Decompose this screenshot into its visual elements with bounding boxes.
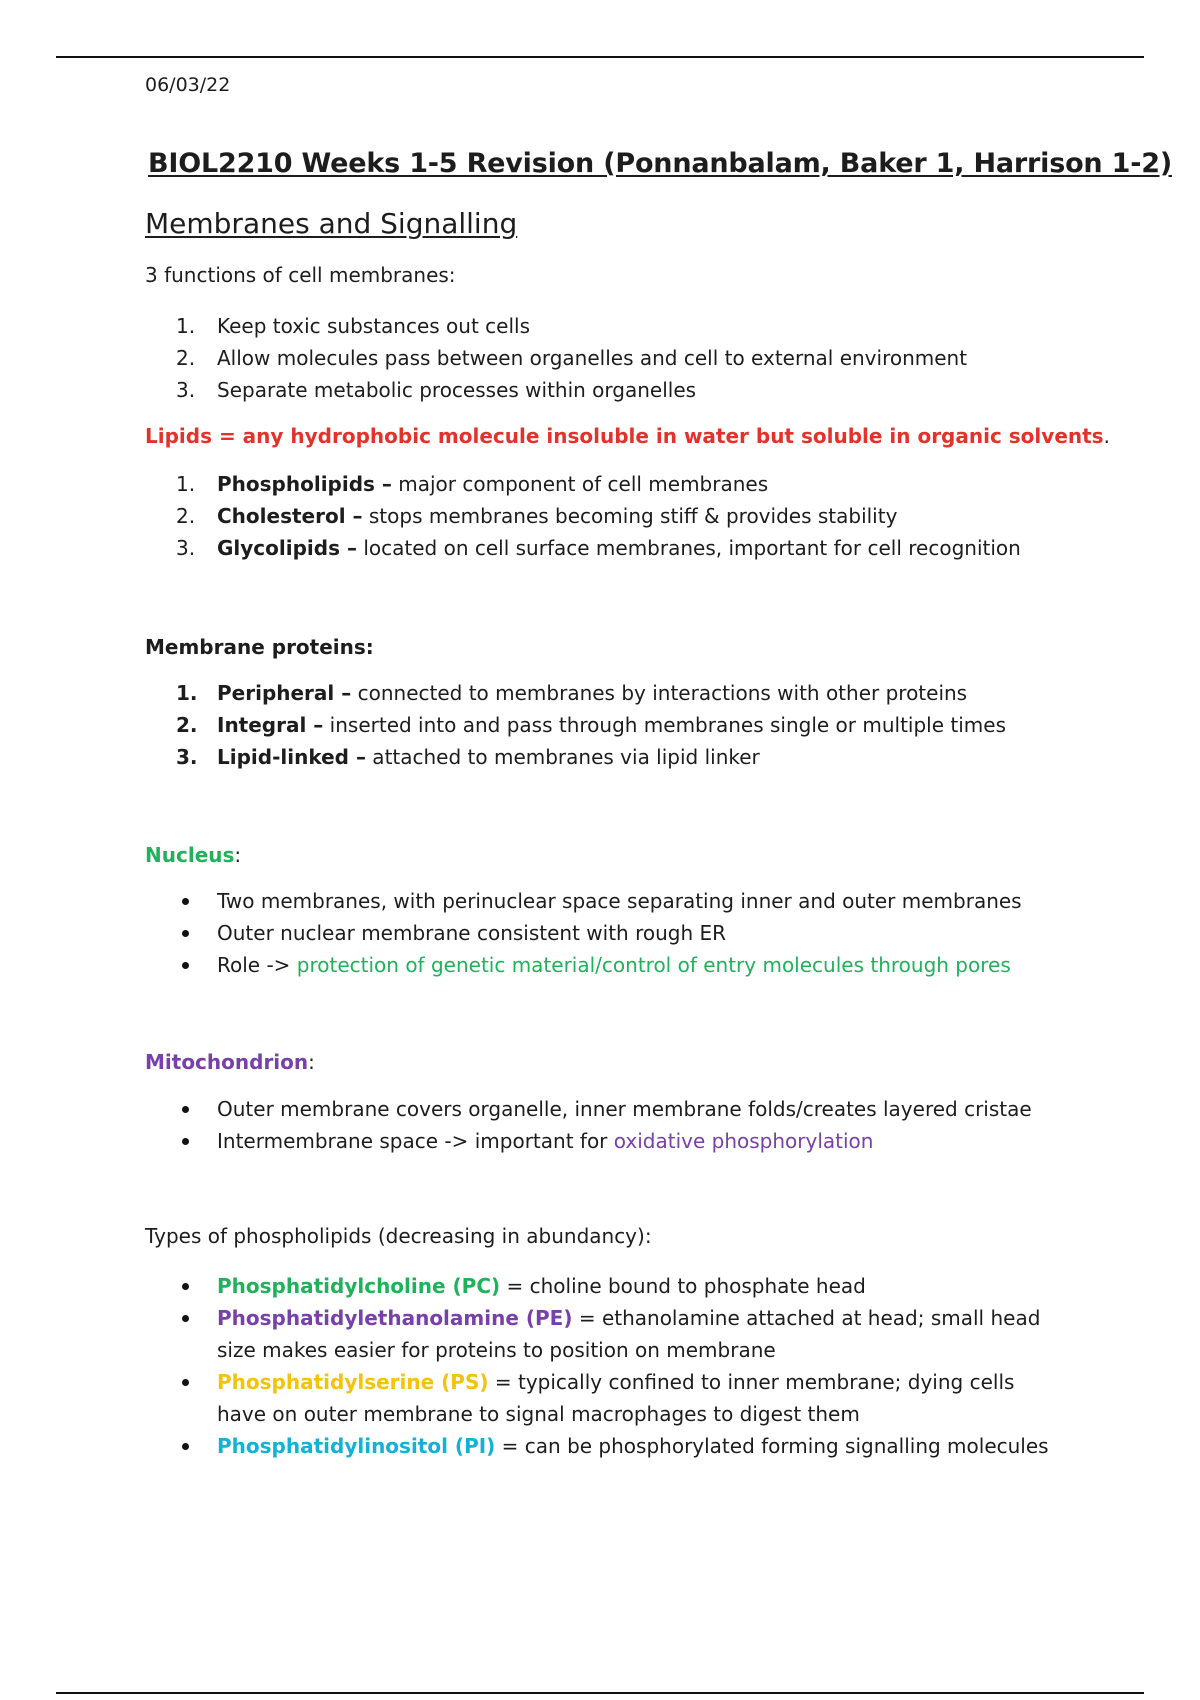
bullet-icon xyxy=(182,1379,189,1386)
list-text: Outer membrane covers organelle, inner membrane folds/creates layered cristae xyxy=(217,1097,1032,1121)
list-number: 2. xyxy=(176,713,198,737)
list-number: 3. xyxy=(176,378,196,402)
description: = typically confined to inner membrane; dying cells have on outer membrane to signal macrophages to digest them xyxy=(217,1370,1015,1426)
list-text xyxy=(217,1366,1067,1430)
phospholipids-heading: Types of phospholipids (decreasing in abundancy): xyxy=(145,1224,652,1248)
plain-text: Role -> xyxy=(217,953,297,977)
term: Glycolipids – xyxy=(217,536,357,560)
lipids-definition xyxy=(145,424,1110,448)
term: Phosphatidylserine (PS) xyxy=(217,1370,489,1394)
bullet-icon xyxy=(182,898,189,905)
lipids-definition-text: Lipids = any hydrophobic molecule insoluble in water but soluble in organic solvents xyxy=(145,424,1104,448)
list-text xyxy=(217,1125,1077,1157)
description: major component of cell membranes xyxy=(391,472,769,496)
highlight-text: protection of genetic material/control of entry molecules through pores xyxy=(296,953,1011,977)
list-text xyxy=(217,741,1077,773)
term: Phospholipids – xyxy=(217,472,392,496)
description: = choline bound to phosphate head xyxy=(500,1274,866,1298)
description: attached to membranes via lipid linker xyxy=(365,745,760,769)
list-number: 3. xyxy=(176,536,196,560)
list-text xyxy=(217,709,1077,741)
lipids-definition-period: . xyxy=(1103,424,1110,448)
mitochondrion-heading-colon: : xyxy=(308,1050,315,1074)
term: Integral – xyxy=(217,713,324,737)
nucleus-heading-colon: : xyxy=(234,843,242,867)
list-text: Outer nuclear membrane consistent with rough ER xyxy=(217,921,727,945)
bottom-rule xyxy=(56,1692,1144,1694)
list-number: 1. xyxy=(176,314,196,338)
description: = ethanolamine attached at head; small head size makes easier for proteins to position on membrane xyxy=(217,1306,1041,1362)
document-title: BIOL2210 Weeks 1-5 Revision (Ponnanbalam, Baker 1, Harrison 1-2) xyxy=(148,148,1172,179)
term: Phosphatidylcholine (PC) xyxy=(217,1274,501,1298)
list-text xyxy=(217,1302,1067,1366)
list-text: Allow molecules pass between organelles and cell to external environment xyxy=(217,346,968,370)
mitochondrion-heading xyxy=(145,1050,315,1074)
description: inserted into and pass through membranes single or multiple times xyxy=(323,713,1007,737)
bullet-icon xyxy=(182,1443,189,1450)
highlight-text: oxidative phosphorylation xyxy=(613,1129,874,1153)
term: Lipid-linked – xyxy=(217,745,366,769)
list-text xyxy=(217,677,1077,709)
bullet-icon xyxy=(182,962,189,969)
bullet-icon xyxy=(182,930,189,937)
list-number: 1. xyxy=(176,681,198,705)
list-text xyxy=(217,1430,1077,1462)
description: stops membranes becoming stiff & provides stability xyxy=(362,504,898,528)
mitochondrion-heading-text: Mitochondrion xyxy=(145,1050,309,1074)
list-text xyxy=(217,949,1077,981)
description: = can be phosphorylated forming signalling molecules xyxy=(495,1434,1049,1458)
functions-heading: 3 functions of cell membranes: xyxy=(145,263,456,287)
list-number: 2. xyxy=(176,346,196,370)
plain-text: Intermembrane space -> important for xyxy=(217,1129,614,1153)
list-text: Keep toxic substances out cells xyxy=(217,314,530,338)
nucleus-heading-text: Nucleus xyxy=(145,843,235,867)
list-text xyxy=(217,500,1077,532)
term: Cholesterol – xyxy=(217,504,363,528)
nucleus-heading xyxy=(145,843,241,867)
term: Peripheral – xyxy=(217,681,352,705)
description: located on cell surface membranes, important for cell recognition xyxy=(356,536,1021,560)
bullet-icon xyxy=(182,1138,189,1145)
list-text: Two membranes, with perinuclear space separating inner and outer membranes xyxy=(217,889,1022,913)
list-number: 1. xyxy=(176,472,196,496)
list-number: 3. xyxy=(176,745,198,769)
term: Phosphatidylinositol (PI) xyxy=(217,1434,496,1458)
description: connected to membranes by interactions with other proteins xyxy=(351,681,968,705)
document-date: 06/03/22 xyxy=(145,74,231,96)
top-rule xyxy=(56,56,1144,58)
bullet-icon xyxy=(182,1106,189,1113)
list-number: 2. xyxy=(176,504,196,528)
list-text xyxy=(217,468,1077,500)
section-subtitle: Membranes and Signalling xyxy=(145,207,518,240)
list-text: Separate metabolic processes within organelles xyxy=(217,378,697,402)
bullet-icon xyxy=(182,1283,189,1290)
proteins-heading: Membrane proteins: xyxy=(145,635,374,659)
bullet-icon xyxy=(182,1315,189,1322)
term: Phosphatidylethanolamine (PE) xyxy=(217,1306,573,1330)
list-text xyxy=(217,532,1077,564)
list-text xyxy=(217,1270,1077,1302)
